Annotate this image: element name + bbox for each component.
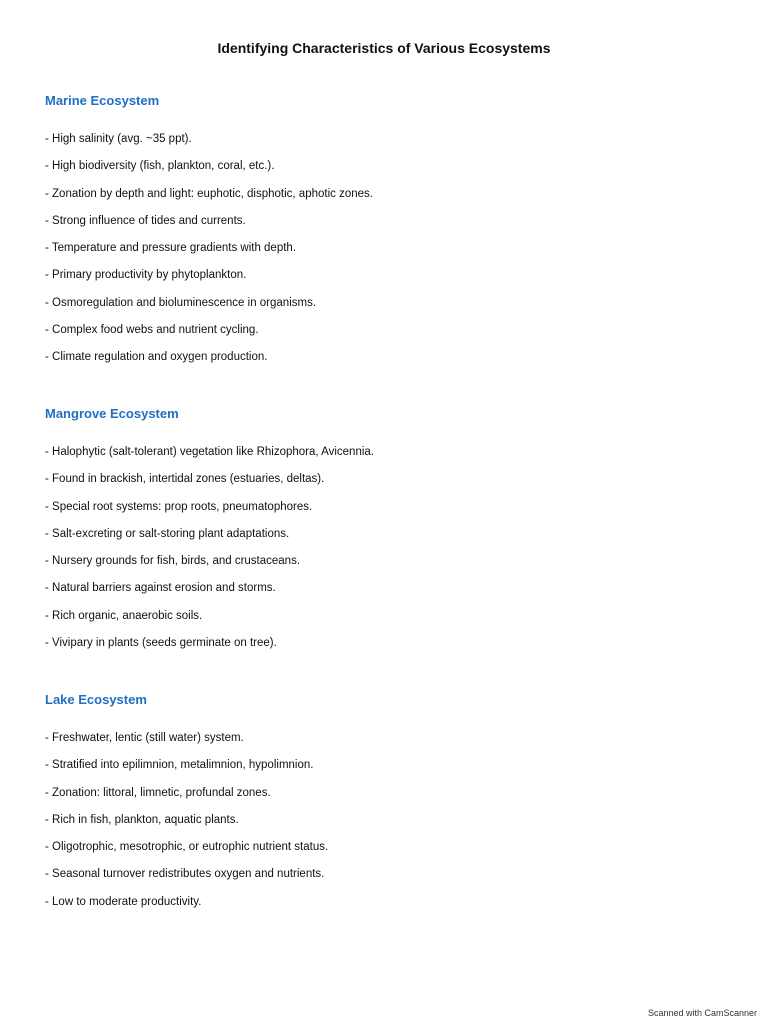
list-item: - Salt-excreting or salt-storing plant adaptations. — [45, 527, 290, 540]
list-item: - Temperature and pressure gradients with depth. — [45, 242, 297, 255]
list-item: - Complex food webs and nutrient cycling. — [45, 324, 259, 337]
lake-characteristics-list — [45, 730, 725, 910]
list-item: - Osmoregulation and bioluminescence in organisms. — [45, 296, 317, 309]
section-heading-lake: Lake Ecosystem — [45, 692, 147, 707]
list-item: - Freshwater, lentic (still water) system. — [45, 732, 244, 744]
list-item: - Vivipary in plants (seeds germinate on tree). — [45, 637, 277, 650]
section-marine-ecosystem — [45, 93, 725, 377]
list-item: - Low to moderate productivity. — [45, 895, 202, 908]
section-heading-marine: Marine Ecosystem — [45, 93, 160, 108]
mangrove-characteristics-list — [45, 444, 725, 651]
list-item: - Oligotrophic, mesotrophic, or eutrophic nutrient status. — [45, 841, 329, 854]
list-item: - Halophytic (salt-tolerant) vegetation like Rhizophora, Avicennia. — [45, 446, 374, 458]
list-item: - Nursery grounds for fish, birds, and crustaceans. — [45, 555, 301, 568]
list-item: - Natural barriers against erosion and storms. — [45, 582, 276, 595]
section-heading-mangrove: Mangrove Ecosystem — [45, 406, 179, 421]
list-item: - Seasonal turnover redistributes oxygen and nutrients. — [45, 868, 325, 881]
section-lake-ecosystem — [45, 692, 725, 921]
scanner-watermark: Scanned with CamScanner — [647, 1008, 757, 1018]
list-item: - Strong influence of tides and currents. — [45, 214, 246, 227]
list-item: - High biodiversity (fish, plankton, coral, etc.). — [45, 160, 275, 173]
list-item: - Found in brackish, intertidal zones (estuaries, deltas). — [45, 473, 325, 486]
list-item: - Primary productivity by phytoplankton. — [45, 269, 247, 282]
list-item: - Special root systems: prop roots, pneumatophores. — [45, 500, 313, 513]
list-item: - Stratified into epilimnion, metalimnion, hypolimnion. — [45, 759, 314, 772]
section-mangrove-ecosystem — [45, 406, 725, 662]
list-item: - Climate regulation and oxygen production. — [45, 351, 268, 364]
list-item: - Zonation by depth and light: euphotic, disphotic, aphotic zones. — [45, 187, 373, 200]
list-item: - Rich in fish, plankton, aquatic plants. — [45, 813, 239, 826]
list-item: - Zonation: littoral, limnetic, profundal zones. — [45, 786, 271, 799]
list-item: - High salinity (avg. ~35 ppt). — [45, 133, 192, 145]
marine-characteristics-list — [45, 131, 725, 365]
list-item: - Rich organic, anaerobic soils. — [45, 609, 203, 622]
page-title: Identifying Characteristics of Various Ecosystems — [217, 40, 551, 56]
